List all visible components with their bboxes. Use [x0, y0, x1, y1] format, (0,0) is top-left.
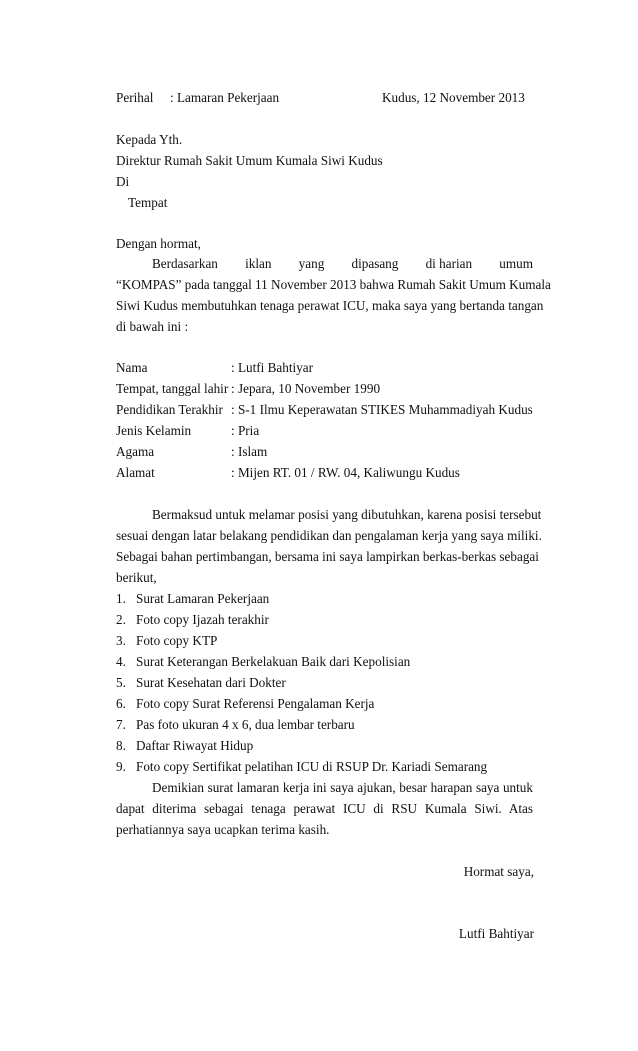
intro-word: Berdasarkan — [152, 256, 218, 271]
attachment-number: 5. — [116, 675, 126, 690]
identity-value-religion: : Islam — [231, 444, 268, 459]
intro-word: di harian — [425, 256, 473, 271]
attachment-item: Surat Kesehatan dari Dokter — [136, 675, 286, 690]
attachment-item: Foto copy Surat Referensi Pengalaman Kerja — [136, 696, 375, 711]
identity-value-address: : Mijen RT. 01 / RW. 04, Kaliwungu Kudus — [231, 465, 460, 480]
purpose-line-1: Bermaksud untuk melamar posisi yang dibutuhkan, karena posisi tersebut — [152, 507, 542, 522]
intro-word: yang — [298, 256, 325, 271]
attachment-number: 6. — [116, 696, 126, 711]
purpose-line-2: sesuai dengan latar belakang pendidikan dan pengalaman kerja yang saya miliki. — [116, 528, 542, 543]
identity-label-religion: Agama — [116, 444, 155, 459]
recipient-line-3: Di — [116, 174, 130, 189]
recipient-line-1: Kepada Yth. — [116, 132, 183, 147]
subject-value: : Lamaran Pekerjaan — [170, 90, 280, 105]
identity-label-name: Nama — [116, 360, 148, 375]
greeting: Dengan hormat, — [116, 236, 201, 251]
attachment-item: Daftar Riwayat Hidup — [136, 738, 254, 753]
attachment-item: Foto copy Ijazah terakhir — [136, 612, 269, 627]
identity-value-name: : Lutfi Bahtiyar — [231, 360, 314, 375]
closing-line-1: Demikian surat lamaran kerja ini saya ajukan, besar harapan saya untuk — [152, 780, 533, 795]
attachment-number: 9. — [116, 759, 126, 774]
attachment-number: 4. — [116, 654, 126, 669]
attachment-number: 2. — [116, 612, 126, 627]
intro-line-4: di bawah ini : — [116, 319, 189, 334]
intro-word: iklan — [245, 256, 272, 271]
identity-value-birth: : Jepara, 10 November 1990 — [231, 381, 381, 396]
attachment-item: Foto copy KTP — [136, 633, 218, 648]
purpose-line-4: berikut, — [116, 570, 157, 585]
attachment-item: Foto copy Sertifikat pelatihan ICU di RSUP Dr. Kariadi Semarang — [136, 759, 488, 774]
attachment-number: 7. — [116, 717, 126, 732]
attachment-number: 3. — [116, 633, 126, 648]
attachment-item: Surat Lamaran Pekerjaan — [136, 591, 270, 606]
place-date: Kudus, 12 November 2013 — [382, 90, 525, 105]
attachment-number: 1. — [116, 591, 126, 606]
intro-word: dipasang — [351, 256, 399, 271]
subject-label: Perihal — [116, 90, 154, 105]
intro-line-2: “KOMPAS” pada tanggal 11 November 2013 bahwa Rumah Sakit Umum Kumala — [116, 277, 551, 292]
recipient-line-4: Tempat — [128, 195, 168, 210]
purpose-line-3: Sebagai bahan pertimbangan, bersama ini saya lampirkan berkas-berkas sebagai — [116, 549, 539, 564]
identity-value-education: : S-1 Ilmu Keperawatan STIKES Muhammadiyah Kudus — [231, 402, 533, 417]
identity-label-gender: Jenis Kelamin — [116, 423, 192, 438]
intro-word: umum — [499, 256, 533, 271]
closing-line-3: perhatiannya saya ucapkan terima kasih. — [116, 822, 330, 837]
identity-label-education: Pendidikan Terakhir — [116, 402, 223, 417]
attachment-item: Pas foto ukuran 4 x 6, dua lembar terbaru — [136, 717, 355, 732]
identity-label-birth: Tempat, tanggal lahir — [116, 381, 229, 396]
intro-line-1 — [152, 256, 533, 272]
signature-name: Lutfi Bahtiyar — [458, 926, 534, 941]
recipient-line-2: Direktur Rumah Sakit Umum Kumala Siwi Kudus — [116, 153, 383, 168]
identity-value-gender: : Pria — [231, 423, 260, 438]
attachment-number: 8. — [116, 738, 126, 753]
attachment-item: Surat Keterangan Berkelakuan Baik dari Kepolisian — [136, 654, 411, 669]
identity-label-address: Alamat — [116, 465, 155, 480]
signature-salutation: Hormat saya, — [463, 864, 534, 879]
closing-line-2: dapat diterima sebagai tenaga perawat ICU di RSU Kumala Siwi. Atas — [116, 801, 533, 816]
intro-line-3: Siwi Kudus membutuhkan tenaga perawat ICU, maka saya yang bertanda tangan — [116, 298, 544, 313]
